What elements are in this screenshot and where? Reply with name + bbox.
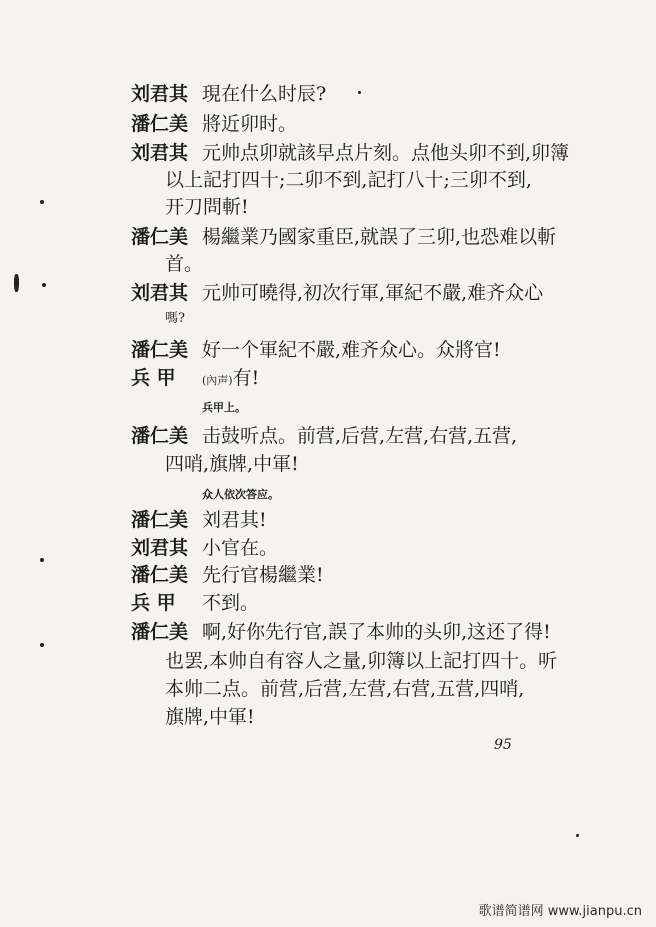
- dialogue-text-group: [202, 366, 259, 393]
- stage-direction: 兵甲上。: [202, 401, 246, 414]
- speaker-name: 潘仁美: [131, 226, 189, 248]
- speaker-name: 兵 甲: [131, 592, 176, 614]
- dialogue-text: 好一个軍紀不嚴,难齐众心。众將官!: [202, 339, 501, 361]
- speaker-name: 刘君其: [131, 83, 189, 105]
- site-watermark: 歌谱简谱网 www.jianpu.cn: [478, 904, 642, 919]
- dialogue-text: 旗牌,中軍!: [165, 706, 255, 728]
- speaker-name: 兵 甲: [131, 367, 176, 389]
- scan-speck: [14, 274, 19, 292]
- speaker-name: 潘仁美: [131, 113, 189, 135]
- scan-speck: [40, 643, 44, 647]
- scan-speck: [358, 91, 361, 94]
- dialogue-text: 小官在。: [202, 537, 279, 559]
- dialogue-text: 以上記打四十;二卯不到,記打八十;三卯不到,: [165, 169, 532, 191]
- dialogue-text: 嗎?: [165, 311, 185, 326]
- speaker-name: 刘君其: [131, 142, 189, 164]
- stage-direction: 众人依次答应。: [202, 488, 279, 501]
- dialogue-text: 楊繼業乃國家重臣,就誤了三卯,也恐难以斬: [202, 226, 557, 248]
- dialogue-text: 刘君其!: [202, 509, 267, 531]
- speaker-name: 潘仁美: [131, 564, 189, 586]
- dialogue-text: 首。: [165, 253, 204, 275]
- dialogue-text: 击鼓听点。前营,后营,左营,右营,五营,: [202, 425, 518, 447]
- dialogue-text: 本帅二点。前营,后营,左营,右营,五营,四哨,: [165, 678, 525, 700]
- speaker-name: 刘君其: [131, 282, 189, 304]
- dialogue-text: 啊,好你先行官,誤了本帅的头卯,这还了得!: [202, 621, 551, 643]
- speaker-name: 潘仁美: [131, 425, 189, 447]
- dialogue-text: 有!: [232, 367, 260, 389]
- dialogue-text: 先行官楊繼業!: [202, 564, 324, 586]
- dialogue-text: 將近卯时。: [202, 113, 298, 135]
- speaker-name: 潘仁美: [131, 339, 189, 361]
- page-number: 95: [494, 737, 512, 753]
- dialogue-text: 不到。: [202, 592, 260, 614]
- scan-speck: [40, 558, 44, 562]
- stage-aside: (內声): [202, 374, 233, 387]
- dialogue-text: 元帅可曉得,初次行軍,軍紀不嚴,难齐众心: [202, 282, 544, 304]
- speaker-name: 潘仁美: [131, 509, 189, 531]
- dialogue-text: 也罢,本帅自有容人之量,卯簿以上記打四十。听: [165, 650, 558, 672]
- speaker-name: 潘仁美: [131, 621, 189, 643]
- dialogue-text: 元帅点卯就該早点片刻。点他头卯不到,卯簿: [202, 142, 570, 164]
- scan-speck: [40, 200, 44, 204]
- dialogue-text: 开刀問斬!: [165, 196, 249, 218]
- dialogue-text: 現在什么时辰?: [202, 83, 327, 105]
- scan-speck: [576, 834, 579, 837]
- speaker-name: 刘君其: [131, 537, 189, 559]
- scan-speck: [42, 283, 46, 287]
- dialogue-text: 四哨,旗牌,中軍!: [165, 453, 299, 475]
